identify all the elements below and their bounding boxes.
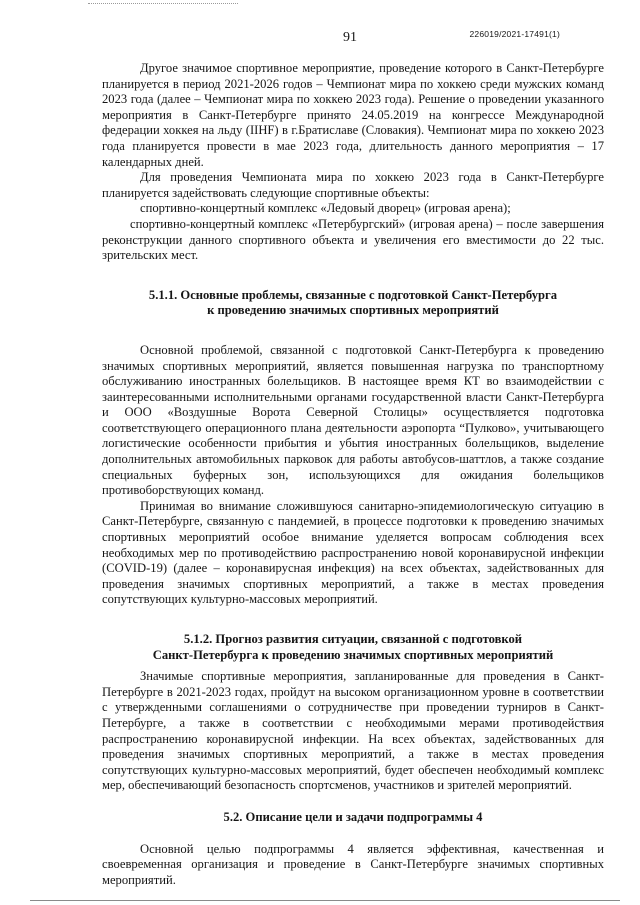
section-spacer bbox=[102, 608, 604, 632]
paragraph-subprogram-goal: Основной целью подпрограммы 4 является эффективная, качественная и своевременная организация и проведение в Санкт-Петербурге значимых спортивных мероприятий. bbox=[102, 841, 604, 887]
top-scan-rule bbox=[88, 3, 238, 4]
section-heading-5-1-1-line2: к проведению значимых спортивных мероприятий bbox=[207, 303, 499, 318]
section-heading-5-2: 5.2. Описание цели и задачи подпрограммы 4 bbox=[223, 809, 483, 824]
section-spacer bbox=[102, 826, 604, 842]
section-spacer bbox=[102, 264, 604, 288]
paragraph-covid-measures: Принимая во внимание сложившуюся санитарно-эпидемиологическую ситуацию в Санкт-Петербурге, связанную с пандемией, в процессе подготовки к проведению значимых спортивных мероприятий особое внимание уделяется вопросам соблюдения всех необходимых мер по противодействию распространению новой коронавирусной инфекции (COVID-19) (далее – коронавирусная инфекция) на всех объектах, задействованных для проведения значимых спортивных мероприятий, а также в местах проведения сопутствующих культурно-массовых мероприятий. bbox=[102, 498, 604, 607]
paragraph-venues-intro: Для проведения Чемпионата мира по хоккею 2023 года в Санкт-Петербурге планируется задействовать следующие спортивные объекты: bbox=[102, 170, 604, 200]
section-heading-5-1-2-line1: 5.1.2. Прогноз развития ситуации, связанной с подготовкой bbox=[183, 632, 523, 646]
paragraph-venue-petersburg: спортивно-концертный комплекс «Петербургский» (игровая арена) – после завершения реконструкции данного спортивного объекта и увеличения его вместимости до 22 тыс. зрительских мест. bbox=[102, 216, 604, 263]
section-spacer bbox=[102, 794, 604, 810]
document-body bbox=[102, 61, 604, 888]
paragraph-forecast: Значимые спортивные мероприятия, запланированные для проведения в Санкт-Петербурге в 2021-2023 годах, пройдут на высоком организационном уровне в соответствии с утвержденными соглашениями о сотрудничестве при проведении турниров в Санкт-Петербурге, а также в соответствии с необходимыми мерами противодействия распространению коронавирусной инфекции. На всех объектах, задействованных для проведения значимых спортивных мероприятий, а также в местах проведения сопутствующих культурно-массовых мероприятий, будет обеспечен необходимый комплекс мер, обеспечивающий безопасность спортсменов, участников и зрителей мероприятий. bbox=[102, 669, 604, 793]
document-reference-number: 226019/2021-17491(1) bbox=[469, 29, 560, 39]
paragraph-venue-ice-palace: спортивно-концертный комплекс «Ледовый дворец» (игровая арена); bbox=[140, 201, 511, 216]
page-number: 91 bbox=[343, 30, 357, 45]
paragraph-hockey-championship: Другое значимое спортивное мероприятие, проведение которого в Санкт-Петербурге планируется в период 2021-2026 годов – Чемпионат мира по хоккею среди мужских команд 2023 года (далее – Чемпионат мира по хоккею 2023 года). Решение о проведении указанного мероприятия в Санкт-Петербурге принято 24.05.2019 на конгрессе Международной федерации хоккея на льду (IIHF) в г.Братиславе (Словакия). Чемпионат мира по хоккею 2023 года планируется провести в мае 2023 года, длительность данного мероприятия – 17 календарных дней. bbox=[102, 61, 604, 169]
paragraph-main-problem: Основной проблемой, связанной с подготовкой Санкт-Петербурга к проведению значимых спортивных мероприятий, является повышенная нагрузка по транспортному обслуживанию иностранных болельщиков. В настоящее время КТ во взаимодействии с заинтересованными исполнительными органами государственной власти Санкт-Петербурга и ООО «Воздушные Ворота Северной Столицы» осуществляется подготовка соответствующего операционного плана деятельности аэропорта “Пулково», учитывающего логистические особенности прибытия и убытия иностранных болельщиков, выделение дополнительных автомобильных парковок для работы автобусов-шаттлов, а также создание специальных буферных зон, использующихся для ожидания болельщиков противоборствующих команд. bbox=[102, 342, 604, 498]
section-spacer bbox=[102, 319, 604, 343]
section-heading-5-1-2 bbox=[102, 632, 604, 663]
bottom-scan-rule bbox=[30, 900, 620, 901]
section-heading-5-1-1-line1: 5.1.1. Основные проблемы, связанные с подготовкой Санкт-Петербурга bbox=[148, 287, 558, 302]
section-heading-5-1-1 bbox=[102, 288, 604, 319]
section-heading-5-1-2-line2: Санкт-Петербурга к проведению значимых спортивных мероприятий bbox=[152, 647, 554, 662]
